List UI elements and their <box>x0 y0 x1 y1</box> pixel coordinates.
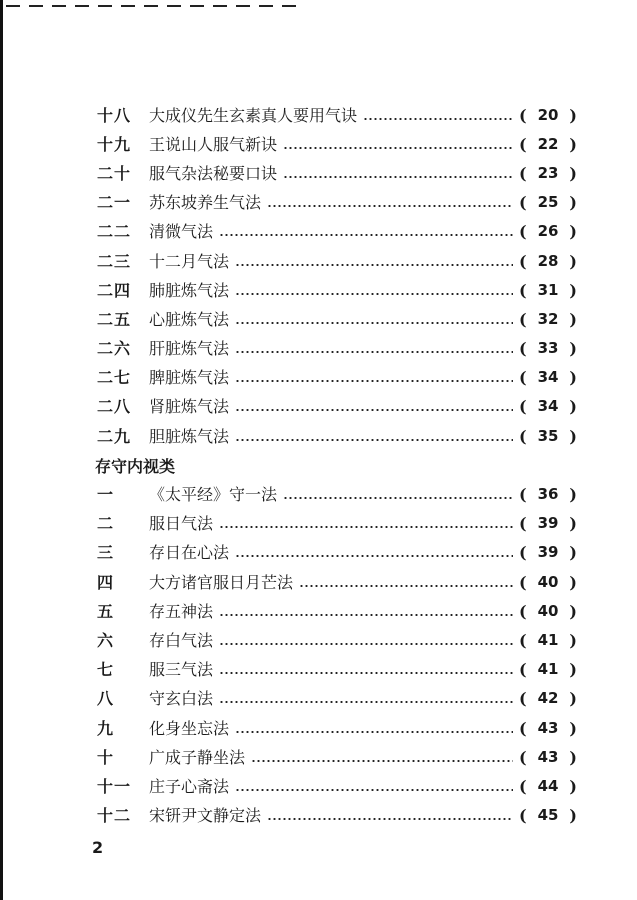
entry-number: 九 <box>97 718 115 738</box>
close-paren: ) <box>569 543 577 563</box>
toc-entry <box>97 276 577 305</box>
entry-page-number: 39 <box>537 543 559 562</box>
close-paren: ) <box>569 485 577 505</box>
entry-page-ref <box>519 370 577 386</box>
open-paren: ( <box>519 630 527 650</box>
entry-page-number: 32 <box>537 309 559 328</box>
toc-group-visualization <box>97 480 577 830</box>
entry-number: 一 <box>97 485 115 505</box>
close-paren: ) <box>569 339 577 359</box>
dot-leader <box>219 614 513 616</box>
entry-title: 心脏炼气法 <box>149 309 230 329</box>
entry-page-ref <box>519 195 577 211</box>
entry-page-number: 35 <box>537 426 559 445</box>
entry-number: 七 <box>97 660 115 680</box>
entry-page-ref <box>519 341 577 357</box>
entry-title: 守玄白法 <box>149 689 214 709</box>
entry-page-number: 40 <box>537 601 559 620</box>
close-paren: ) <box>569 280 577 300</box>
open-paren: ( <box>519 776 527 796</box>
entry-title: 服日气法 <box>149 514 214 534</box>
open-paren: ( <box>519 747 527 767</box>
dot-leader <box>363 118 513 120</box>
close-paren: ) <box>569 397 577 417</box>
dot-leader <box>219 234 513 236</box>
entry-page-ref <box>519 662 577 678</box>
open-paren: ( <box>519 806 527 826</box>
toc-entry <box>97 247 577 276</box>
toc-entry <box>97 597 577 626</box>
dot-leader <box>251 760 513 762</box>
toc-entry <box>97 130 577 159</box>
close-paren: ) <box>569 222 577 242</box>
entry-page-ref <box>519 808 577 824</box>
toc-entry <box>97 218 577 247</box>
entry-title: 肺脏炼气法 <box>149 280 230 300</box>
dot-leader <box>235 439 513 441</box>
dot-leader <box>235 322 513 324</box>
entry-page-ref <box>519 601 577 621</box>
entry-title: 广成子静坐法 <box>149 747 246 767</box>
entry-page-ref <box>519 426 577 446</box>
open-paren: ( <box>519 426 527 446</box>
toc-entry <box>97 685 577 714</box>
page-number: 2 <box>92 838 104 857</box>
open-paren: ( <box>519 280 527 300</box>
entry-page-ref <box>519 134 577 154</box>
open-paren: ( <box>519 543 527 563</box>
entry-number: 二六 <box>97 339 132 359</box>
open-paren: ( <box>519 309 527 329</box>
entry-page-number: 39 <box>537 514 559 533</box>
entry-title: 胆脏炼气法 <box>149 426 230 446</box>
open-paren: ( <box>519 660 527 680</box>
entry-page-ref <box>519 280 577 300</box>
entry-title: 存五神法 <box>149 601 214 621</box>
close-paren: ) <box>569 660 577 680</box>
open-paren: ( <box>519 193 527 213</box>
entry-page-number: 43 <box>537 747 559 766</box>
entry-page-number: 42 <box>537 689 559 708</box>
open-paren: ( <box>519 368 527 388</box>
dot-leader <box>299 585 513 587</box>
close-paren: ) <box>569 163 577 183</box>
entry-title: 大方诸官服日月芒法 <box>149 572 294 592</box>
section-heading: 存守内视类 <box>95 457 176 477</box>
entry-title: 服三气法 <box>149 660 214 680</box>
close-paren: ) <box>569 718 577 738</box>
entry-number: 十一 <box>97 776 132 796</box>
toc-entry <box>97 480 577 509</box>
toc-entry <box>97 802 577 831</box>
toc-group-breathing <box>97 101 577 451</box>
entry-number: 二 <box>97 514 115 534</box>
toc-entry <box>97 714 577 743</box>
entry-page-number: 23 <box>537 163 559 182</box>
dot-leader <box>235 380 513 382</box>
close-paren: ) <box>569 134 577 154</box>
close-paren: ) <box>569 368 577 388</box>
entry-title: 王说山人服气新诀 <box>149 134 278 154</box>
entry-page-ref <box>519 718 577 738</box>
toc-entry <box>97 364 577 393</box>
dot-leader <box>219 526 513 528</box>
entry-title: 存白气法 <box>149 630 214 650</box>
entry-page-ref <box>519 776 577 796</box>
entry-title: 化身坐忘法 <box>149 718 230 738</box>
toc-entry <box>97 159 577 188</box>
entry-title: 肾脏炼气法 <box>149 397 230 417</box>
entry-page-number: 34 <box>537 397 559 416</box>
toc-entry <box>97 539 577 568</box>
entry-title: 肝脏炼气法 <box>149 339 230 359</box>
open-paren: ( <box>519 134 527 154</box>
entry-page-ref <box>519 399 577 415</box>
entry-number: 五 <box>97 601 115 621</box>
toc-entry <box>97 189 577 218</box>
entry-page-ref <box>519 572 577 592</box>
entry-page-number: 22 <box>537 134 559 153</box>
toc-entry <box>97 393 577 422</box>
entry-page-ref <box>519 630 577 650</box>
close-paren: ) <box>569 426 577 446</box>
close-paren: ) <box>569 689 577 709</box>
dot-leader <box>235 351 513 353</box>
entry-number: 三 <box>97 543 115 563</box>
entry-page-number: 45 <box>537 806 559 825</box>
entry-number: 二九 <box>97 426 132 446</box>
entry-number: 十二 <box>97 806 132 826</box>
dot-leader <box>235 293 513 295</box>
entry-number: 八 <box>97 689 115 709</box>
entry-page-number: 44 <box>537 776 559 795</box>
entry-title: 十二月气法 <box>149 251 230 271</box>
entry-page-ref <box>519 251 577 271</box>
toc-entry <box>97 743 577 772</box>
dot-leader <box>219 672 513 674</box>
entry-page-ref <box>519 545 577 561</box>
open-paren: ( <box>519 689 527 709</box>
entry-page-number: 25 <box>537 193 559 212</box>
open-paren: ( <box>519 572 527 592</box>
entry-title: 大成仪先生玄素真人要用气诀 <box>149 105 358 125</box>
open-paren: ( <box>519 601 527 621</box>
entry-number: 二八 <box>97 397 132 417</box>
entry-title: 《太平经》守一法 <box>149 485 278 505</box>
close-paren: ) <box>569 514 577 534</box>
entry-page-ref <box>519 487 577 503</box>
entry-page-number: 41 <box>537 630 559 649</box>
entry-title: 庄子心斋法 <box>149 776 230 796</box>
entry-number: 二四 <box>97 280 132 300</box>
entry-title: 宋钘尹文静定法 <box>149 806 262 826</box>
close-paren: ) <box>569 747 577 767</box>
entry-title: 清微气法 <box>149 222 214 242</box>
entry-page-number: 41 <box>537 660 559 679</box>
open-paren: ( <box>519 718 527 738</box>
entry-number: 二十 <box>97 163 132 183</box>
entry-number: 十八 <box>97 105 132 125</box>
dot-leader <box>235 409 513 411</box>
toc-entry <box>97 568 577 597</box>
entry-page-ref <box>519 224 577 240</box>
close-paren: ) <box>569 193 577 213</box>
entry-page-number: 36 <box>537 485 559 504</box>
open-paren: ( <box>519 397 527 417</box>
entry-number: 二七 <box>97 368 132 388</box>
entry-title: 服气杂法秘要口诀 <box>149 163 278 183</box>
dot-leader <box>235 555 513 557</box>
dot-leader <box>267 205 513 207</box>
entry-page-ref <box>519 691 577 707</box>
entry-number: 十 <box>97 747 115 767</box>
entry-number: 十九 <box>97 134 132 154</box>
open-paren: ( <box>519 251 527 271</box>
entry-page-number: 26 <box>537 222 559 241</box>
close-paren: ) <box>569 105 577 125</box>
entry-number: 二五 <box>97 309 132 329</box>
entry-page-ref <box>519 163 577 183</box>
entry-number: 二一 <box>97 193 132 213</box>
dot-leader <box>283 176 513 178</box>
page-left-border <box>0 0 3 900</box>
entry-page-ref <box>519 105 577 125</box>
open-paren: ( <box>519 485 527 505</box>
entry-page-number: 40 <box>537 572 559 591</box>
close-paren: ) <box>569 572 577 592</box>
dot-leader <box>235 731 513 733</box>
top-dashed-rule <box>0 0 306 12</box>
entry-page-ref <box>519 516 577 532</box>
close-paren: ) <box>569 309 577 329</box>
close-paren: ) <box>569 630 577 650</box>
toc-entry <box>97 772 577 801</box>
entry-number: 六 <box>97 630 115 650</box>
open-paren: ( <box>519 163 527 183</box>
table-of-contents <box>97 101 577 831</box>
entry-page-number: 34 <box>537 368 559 387</box>
entry-page-number: 33 <box>537 339 559 358</box>
toc-entry <box>97 626 577 655</box>
dot-leader <box>283 497 513 499</box>
open-paren: ( <box>519 514 527 534</box>
toc-entry <box>97 422 577 451</box>
toc-entry <box>97 656 577 685</box>
dot-leader <box>219 643 513 645</box>
dot-leader <box>219 701 513 703</box>
dot-leader <box>235 264 513 266</box>
entry-number: 二二 <box>97 222 132 242</box>
entry-title: 苏东坡养生气法 <box>149 193 262 213</box>
open-paren: ( <box>519 339 527 359</box>
entry-page-number: 43 <box>537 718 559 737</box>
entry-title: 存日在心法 <box>149 543 230 563</box>
close-paren: ) <box>569 601 577 621</box>
dot-leader <box>267 818 513 820</box>
entry-page-number: 28 <box>537 251 559 270</box>
dot-leader <box>235 789 513 791</box>
toc-entry <box>97 305 577 334</box>
toc-entry <box>97 510 577 539</box>
toc-entry <box>97 101 577 130</box>
toc-entry <box>97 335 577 364</box>
entry-number: 二三 <box>97 251 132 271</box>
close-paren: ) <box>569 251 577 271</box>
entry-title: 脾脏炼气法 <box>149 368 230 388</box>
entry-page-ref <box>519 309 577 329</box>
entry-number: 四 <box>97 572 115 592</box>
close-paren: ) <box>569 776 577 796</box>
open-paren: ( <box>519 105 527 125</box>
entry-page-number: 31 <box>537 280 559 299</box>
open-paren: ( <box>519 222 527 242</box>
close-paren: ) <box>569 806 577 826</box>
entry-page-number: 20 <box>537 105 559 124</box>
entry-page-ref <box>519 747 577 767</box>
dot-leader <box>283 147 513 149</box>
